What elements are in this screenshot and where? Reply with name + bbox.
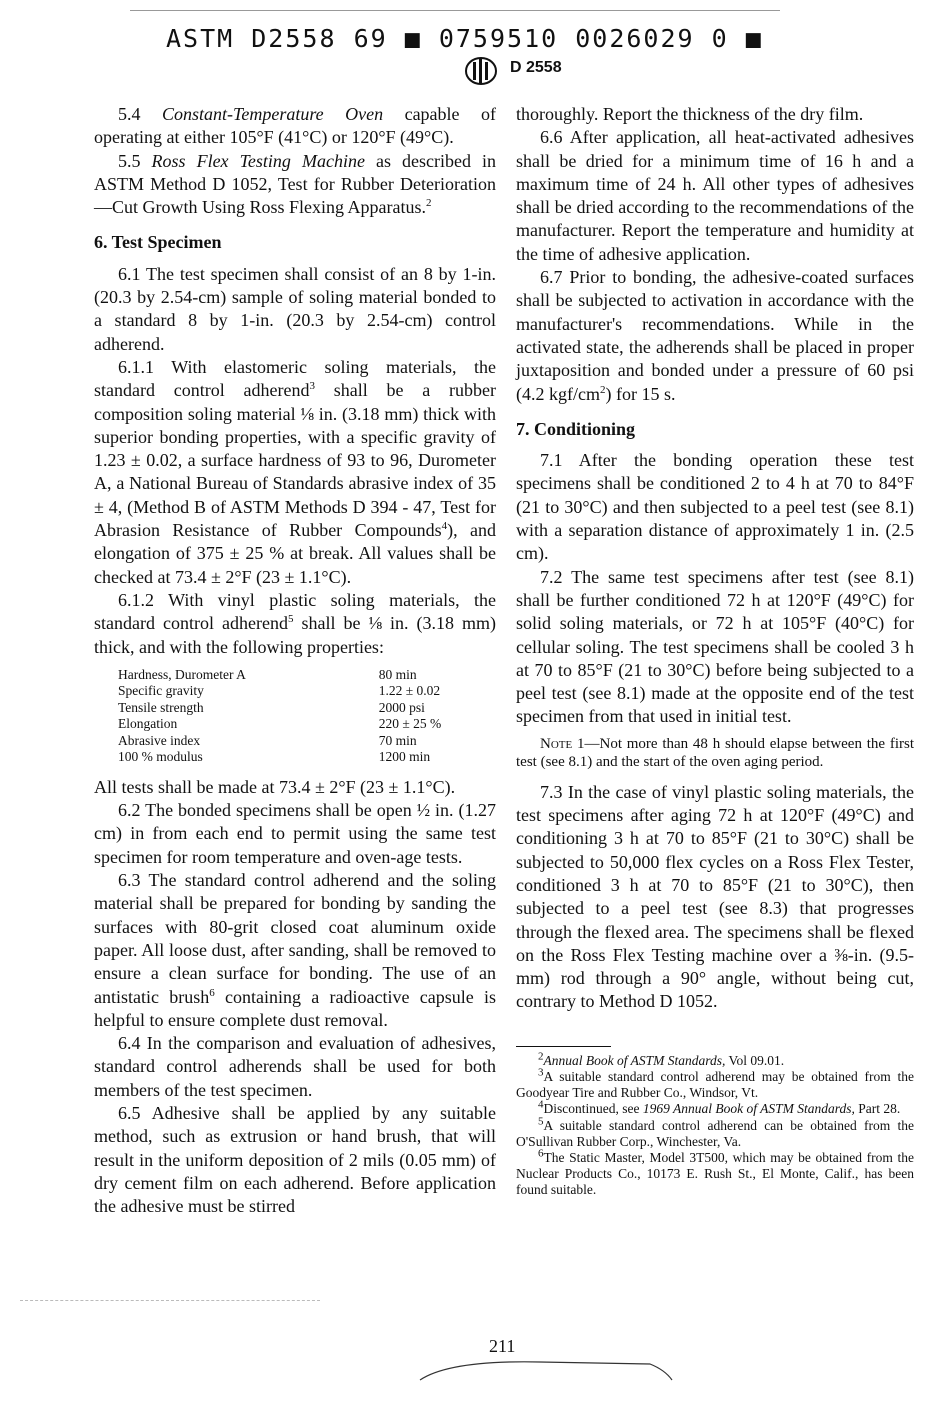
- scan-artifact: [20, 1300, 320, 1302]
- paragraph-6-2: 6.2 The bonded specimens shall be open ½ in. (1.27 cm) in from each end to permit using the same test specimen for room temperature and oven-age tests.: [94, 800, 496, 867]
- paragraph-7-3: 7.3 In the case of vinyl plastic soling materials, the test specimens after aging 72 h at 120°F (49°C) and conditioning 3 h at 70 to 85°F (21 to 30°C) shall be subjected to 50,000 flex cycles on a Ross Flex Tester, conditioned 3 h at 70 to 85°F (21 to 30°C), then subjected to a peel test (see 8.3) that progresses through the flexed area. The specimens shall be flexed on the Ross Flex Testing machine over a ⅜-in. (9.5-mm) rod through a 90° angle, without being cut, contrary to Method D 1052.: [516, 781, 914, 1012]
- paragraph-6-4: 6.4 In the comparison and evaluation of adhesives, standard control adherends shall be used for both members of the test specimen.: [94, 1033, 496, 1100]
- property-value: 1200 min: [378, 749, 431, 765]
- footnote-divider: [516, 1046, 611, 1047]
- paragraph-7-1: 7.1 After the bonding operation these test specimens shall be conditioned 2 to 4 h at 70 to 84°F (21 to 30°C) and then subjected to a peel test (see 8.1) with a separation distance of approximately 1 in. (2.5 cm).: [516, 450, 914, 564]
- footnote: $^5$A suitable standard control adherend can be obtained from the O'Sullivan Rubber Corp., Winchester, Va.: [516, 1115, 914, 1149]
- table-row: [94, 683, 496, 700]
- standard-designation: D 2558: [510, 59, 562, 76]
- property-value: 220 ± 25 %: [378, 716, 442, 732]
- paragraph-6-1-2: 6.1.2 With vinyl plastic soling materials, the standard control adherend$^5$ shall be ⅛ in. (3.18 mm) thick, and with the following properties:: [94, 589, 496, 657]
- footnote-ref: 4: [441, 520, 448, 533]
- paragraph-6-6: 6.6 After application, all heat-activated adhesives shall be dried for a minimum time of 16 h and a maximum time of 24 h. All other types of adhesives shall be dried according to the recommendations of the manufacturer. Report the temperature and humidity at the time of adhesive application.: [516, 127, 914, 264]
- table-row: [94, 667, 496, 684]
- right-column: [516, 103, 914, 1199]
- paragraph-5-4: 5.4 Constant-Temperature Oven capable of operating at either 105°F (41°C) or 120°F (49°C).: [94, 104, 497, 148]
- footnote-ref: 3: [309, 380, 315, 393]
- property-name: 100 % modulus: [118, 749, 203, 765]
- paragraph-6-5-continued: thoroughly. Report the thickness of the dry film.: [516, 104, 864, 124]
- footnote: $^4$Discontinued, see 1969 Annual Book of ASTM Standards, Part 28.: [538, 1098, 901, 1117]
- paragraph-6-1: 6.1 The test specimen shall consist of an 8 by 1-in. (20.3 by 2.54-cm) sample of soling material bonded to a standard 8 by 1-in. (20.3 by 2.54-cm) control adherend.: [94, 263, 496, 354]
- section-heading-7: 7. Conditioning: [516, 418, 636, 439]
- table-row: [94, 749, 496, 766]
- footnote: $^6$The Static Master, Model 3T500, which may be obtained from the Nuclear Products Co., 10173 E. Rush St., El Monte, Calif., has been found suitable.: [516, 1147, 914, 1198]
- paragraph-all-tests: All tests shall be made at 73.4 ± 2°F (23 ± 1.1°C).: [94, 776, 456, 797]
- property-name: Elongation: [118, 716, 178, 732]
- footnote-ref: 6: [209, 986, 215, 999]
- document-code-header: ASTM D2558 69 ■ 0759510 0026029 0 ■: [166, 24, 763, 53]
- property-value: 1.22 ± 0.02: [378, 683, 441, 699]
- paragraph-6-1-1: 6.1.1 With elastomeric soling materials, the standard control adherend$^3$ shall be a rubber composition soling material ⅛ in. (3.18 mm) thick with superior bonding properties, with a specific gravity of 1.23 ± 0.02, a surface hardness of 93 to 96, Durometer A, a National Bureau of Standards abrasive index of 35 ± 4, (Method B of ASTM Methods D 394 - 47, Test for Abrasion Resistance of Rubber Compounds$^4$), and elongation of 375 ± 25 % at break. All values shall be checked at 73.4 ± 2°F (23 ± 1.1°C).: [94, 356, 497, 587]
- paragraph-5-5: 5.5 Ross Flex Testing Machine as described in ASTM Method D 1052, Test for Rubber Deterioration—Cut Growth Using Ross Flexing Apparatus.$^2$: [94, 150, 496, 218]
- note-label: Note 1: [540, 735, 585, 752]
- property-value: 70 min: [378, 732, 417, 748]
- left-column: [94, 103, 496, 1218]
- note-1: Note 1—Not more than 48 h should elapse between the first test (see 8.1) and the start of the oven aging period.: [516, 735, 914, 770]
- oven-title: Constant-Temperature Oven: [161, 104, 384, 124]
- property-name: Tensile strength: [118, 699, 204, 715]
- superscript: 2: [599, 383, 606, 396]
- page-swoosh-decoration: [410, 1352, 680, 1382]
- property-name: Hardness, Durometer A: [118, 666, 246, 682]
- astm-logo-icon: [463, 56, 499, 86]
- footnote-ref: 5: [287, 613, 294, 626]
- page-number: 211: [489, 1336, 516, 1356]
- table-row: [94, 700, 496, 717]
- footnote: $^3$A suitable standard control adherend may be obtained from the Goodyear Tire and Rubber Co., Windsor, Vt.: [516, 1066, 914, 1101]
- ross-flex-title: Ross Flex Testing Machine: [151, 150, 365, 171]
- paragraph-6-5: 6.5 Adhesive shall be applied by any suitable method, such as extrusion or hand brush, that will result in the uniform deposition of 2 mils (0.05 mm) of dry cement film on each adherend. Before application the adhesive must be stirred: [94, 1102, 496, 1217]
- property-value: 80 min: [378, 666, 417, 682]
- property-name: Specific gravity: [118, 683, 204, 699]
- paragraph-6-3: 6.3 The standard control adherend and the soling material shall be prepared for bonding by sanding the surfaces with 80-grit closed coat aluminum oxide paper. All loose dust, after sanding, shall be removed to ensure a clean surface for bonding. The use of an antistatic brush$^6$ containing a radioactive capsule is helpful to ensure complete dust removal.: [94, 870, 496, 1030]
- footnote-ref: 2: [426, 197, 432, 210]
- table-row: [94, 733, 496, 750]
- table-row: [94, 716, 496, 733]
- paragraph-7-2: 7.2 The same test specimens after test (see 8.1) shall be further conditioned 72 h at 120°F (49°C) for solid soling materials, or 72 h at 105°F (40°C) for cellular soling. The test specimens shall be cooled 3 h at 70 to 85°F (21 to 30°C) before being subjected to a peel test (see 8.1) made at the opposite end of the test specimen from that used in initial test.: [516, 566, 914, 727]
- top-rule: [130, 10, 780, 11]
- footnote: $^2$Annual Book of ASTM Standards, Vol 09.01.: [538, 1050, 785, 1068]
- footnotes: [516, 1050, 914, 1199]
- property-name: Abrasive index: [118, 732, 201, 748]
- paragraph-6-7: 6.7 Prior to bonding, the adhesive-coated surfaces shall be subjected to activation in accordance with the manufacturer's recommendations. While in the activated state, the adherends shall be placed in proper juxtaposition and bonded under a pressure of 60 psi (4.2 kgf/$cm^2$) for 15 s.: [516, 267, 914, 404]
- property-value: 2000 psi: [378, 699, 425, 715]
- properties-table: [94, 667, 496, 766]
- section-heading-6: 6. Test Specimen: [94, 232, 222, 253]
